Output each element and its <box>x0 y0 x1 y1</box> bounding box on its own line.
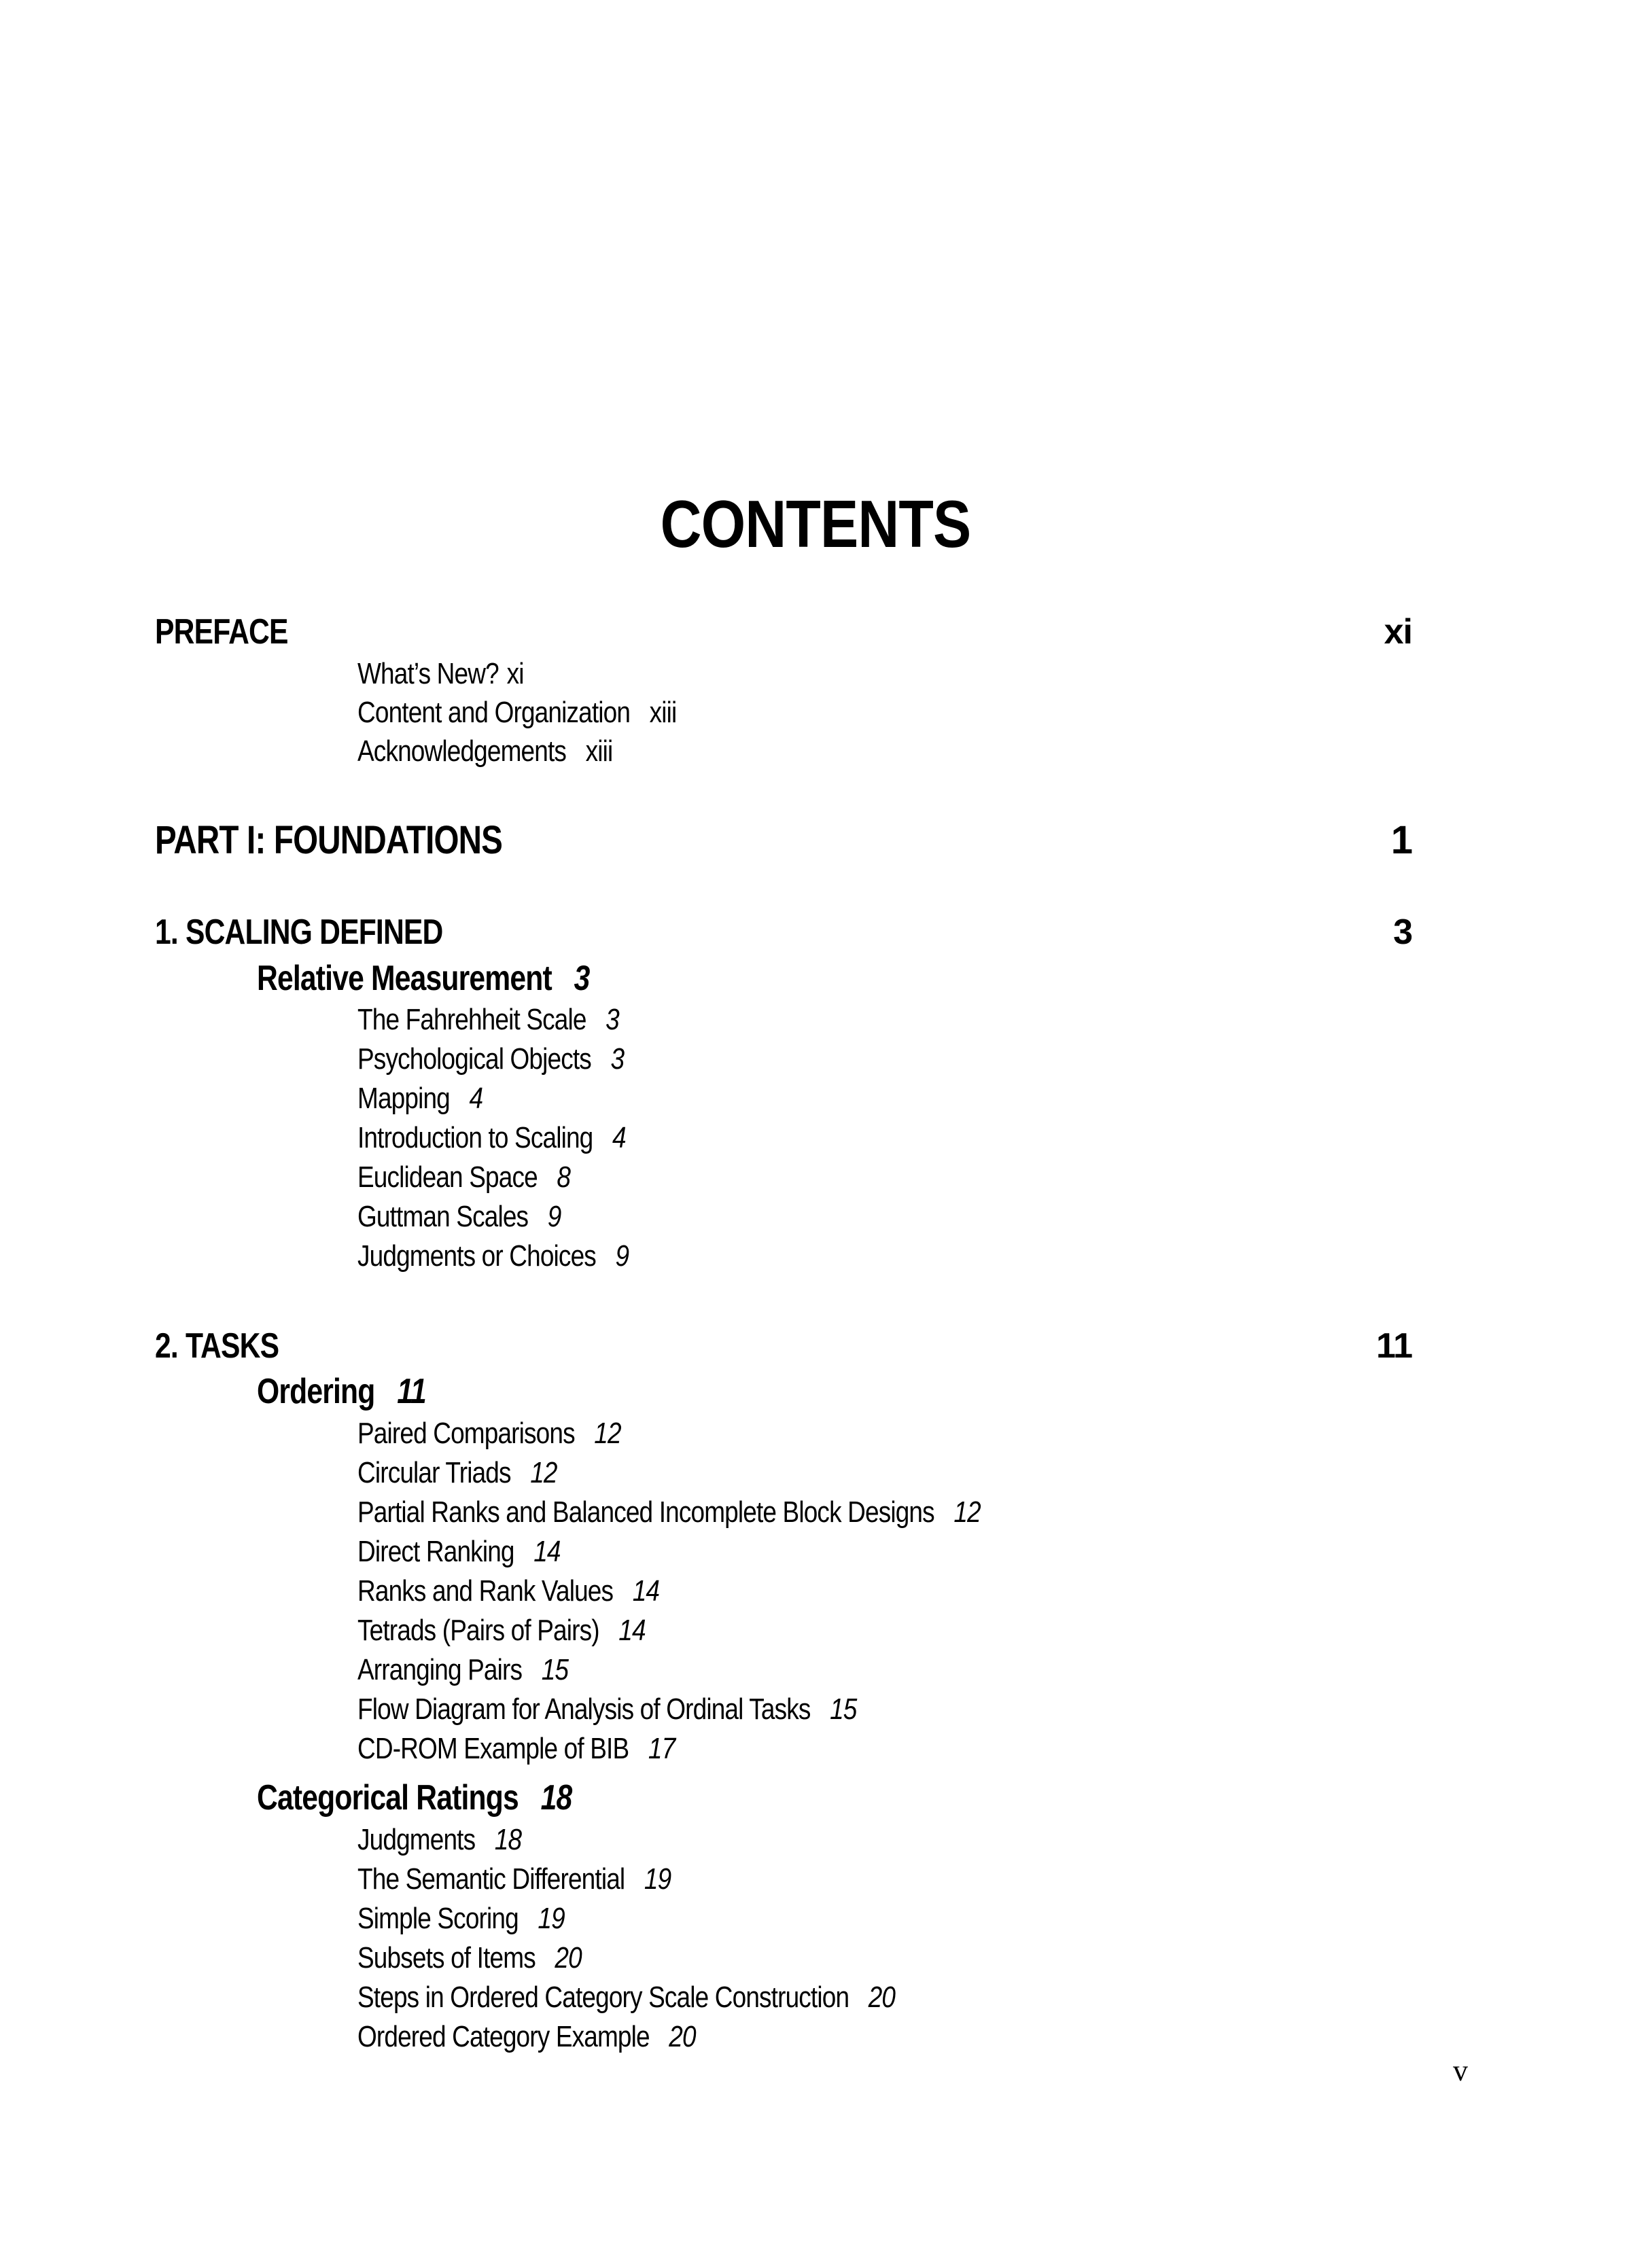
part-1-page: 1 <box>1390 818 1412 862</box>
section-label: Ordering <box>257 1372 375 1411</box>
entry-page: 3 <box>606 1003 619 1036</box>
entry-label: Circular Triads <box>357 1456 511 1489</box>
chapter-1-label: 1. SCALING DEFINED <box>155 912 443 952</box>
entry-label: Ordered Category Example <box>357 2020 650 2053</box>
chapter-2-page: 11 <box>1376 1326 1412 1366</box>
entry-page: 19 <box>538 1902 565 1935</box>
entry-label: What’s New? <box>357 657 499 690</box>
entry-page: xiii <box>585 734 613 768</box>
entry-page: 20 <box>555 1941 582 1974</box>
entry-page: 8 <box>557 1160 571 1194</box>
entry-label: Arranging Pairs <box>357 1653 523 1686</box>
entry-page: 15 <box>830 1693 857 1726</box>
chapter-1-page: 3 <box>1393 912 1412 952</box>
entry-page: xi <box>506 657 524 690</box>
entry-page: 14 <box>533 1535 561 1568</box>
entry-label: Mapping <box>357 1082 450 1115</box>
entry-label: Acknowledgements <box>357 734 567 768</box>
part-1-label: PART I: FOUNDATIONS <box>155 818 503 862</box>
section-page: 18 <box>540 1778 572 1818</box>
entry-page: 4 <box>469 1082 483 1115</box>
entry-label: Euclidean Space <box>357 1160 538 1194</box>
entry-label: The Fahrehheit Scale <box>357 1003 586 1036</box>
preface-label: PREFACE <box>155 612 288 652</box>
entry-page: 12 <box>953 1495 981 1529</box>
entry-page: 9 <box>615 1239 629 1273</box>
section-page: 3 <box>574 959 590 998</box>
entry-label: Subsets of Items <box>357 1941 536 1974</box>
entry-page: 14 <box>618 1614 646 1647</box>
entry-label: Introduction to Scaling <box>357 1121 593 1154</box>
entry-page: 12 <box>530 1456 557 1489</box>
entry-page: 4 <box>612 1121 626 1154</box>
entry-page: 17 <box>648 1732 676 1765</box>
entry-label: Judgments or Choices <box>357 1239 596 1273</box>
entry-page: 15 <box>541 1653 569 1686</box>
chapter-2-label: 2. TASKS <box>155 1326 279 1366</box>
entry-label: Tetrads (Pairs of Pairs) <box>357 1614 599 1647</box>
page-title: CONTENTS <box>660 486 971 561</box>
entry-label: Psychological Objects <box>357 1042 591 1076</box>
page-number: v <box>1453 2054 1468 2087</box>
entry-label: Paired Comparisons <box>357 1417 575 1450</box>
entry-label: Steps in Ordered Category Scale Construction <box>357 1981 849 2014</box>
section-label: Categorical Ratings <box>257 1778 519 1818</box>
entry-page: 14 <box>632 1574 660 1608</box>
entry-page: 19 <box>644 1862 671 1896</box>
entry-page: xiii <box>649 696 677 729</box>
entry-label: Ranks and Rank Values <box>357 1574 614 1608</box>
entry-page: 20 <box>669 2020 696 2053</box>
section-label: Relative Measurement <box>257 959 552 998</box>
entry-label: Guttman Scales <box>357 1200 529 1233</box>
entry-label: Judgments <box>357 1823 476 1856</box>
entry-label: Partial Ranks and Balanced Incomplete Block Designs <box>357 1495 934 1529</box>
entry-page: 12 <box>594 1417 621 1450</box>
entry-page: 3 <box>610 1042 625 1076</box>
entry-label: Flow Diagram for Analysis of Ordinal Tasks <box>357 1693 811 1726</box>
entry-label: Simple Scoring <box>357 1902 519 1935</box>
preface-page: xi <box>1384 612 1412 652</box>
entry-label: CD-ROM Example of BIB <box>357 1732 629 1765</box>
entry-page: 9 <box>547 1200 561 1233</box>
entry-label: Content and Organization <box>357 696 631 729</box>
section-page: 11 <box>397 1372 426 1411</box>
entry-page: 20 <box>868 1981 896 2014</box>
entry-label: Direct Ranking <box>357 1535 514 1568</box>
entry-label: The Semantic Differential <box>357 1862 625 1896</box>
entry-page: 18 <box>494 1823 522 1856</box>
